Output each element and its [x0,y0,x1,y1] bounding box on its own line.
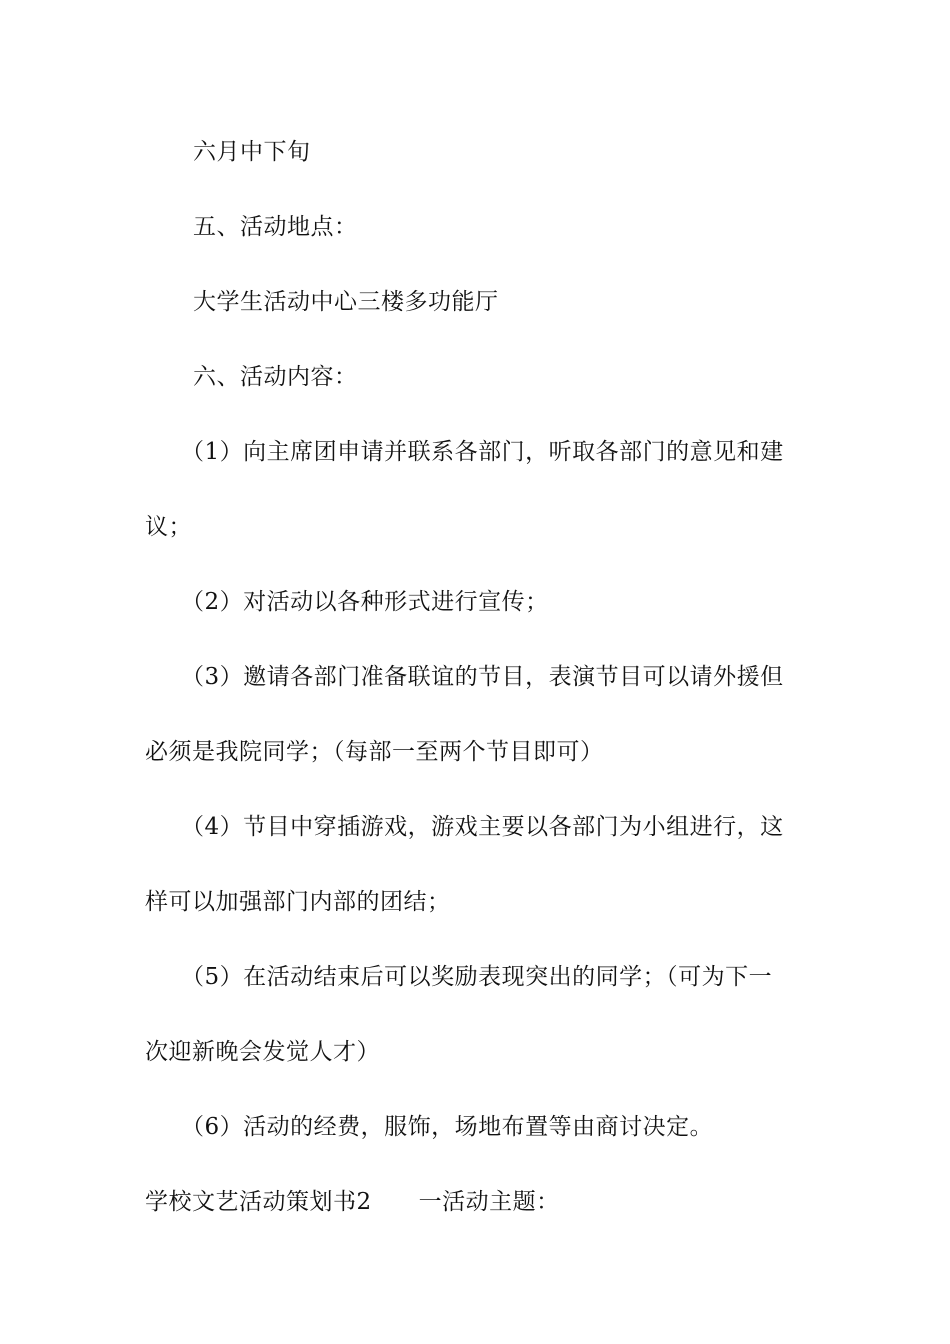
text-line: 大学生活动中心三楼多功能厅 [193,289,499,315]
list-item: （1）向主席团申请并联系各部门，听取各部门的意见和建 [181,439,784,465]
text-line: 次迎新晚会发觉人才） [145,1039,380,1065]
list-item: （2）对活动以各种形式进行宣传； [181,589,549,615]
text-line: 样可以加强部门内部的团结； [145,889,451,915]
document-title-line: 学校文艺活动策划书2 一活动主题： [145,1189,560,1215]
list-item: （5）在活动结束后可以奖励表现突出的同学；（可为下一 [181,964,773,990]
list-item: （6）活动的经费，服饰，场地布置等由商讨决定。 [181,1114,714,1140]
text-line: 六月中下旬 [193,139,311,165]
list-item: （3）邀请各部门准备联谊的节目，表演节目可以请外援但 [181,664,784,690]
section-heading: 六、活动内容： [193,364,358,390]
text-line: 必须是我院同学；（每部一至两个节目即可） [145,739,604,765]
section-heading: 五、活动地点： [193,214,358,240]
list-item: （4）节目中穿插游戏，游戏主要以各部门为小组进行，这 [181,814,784,840]
text-line: 议； [145,514,192,540]
